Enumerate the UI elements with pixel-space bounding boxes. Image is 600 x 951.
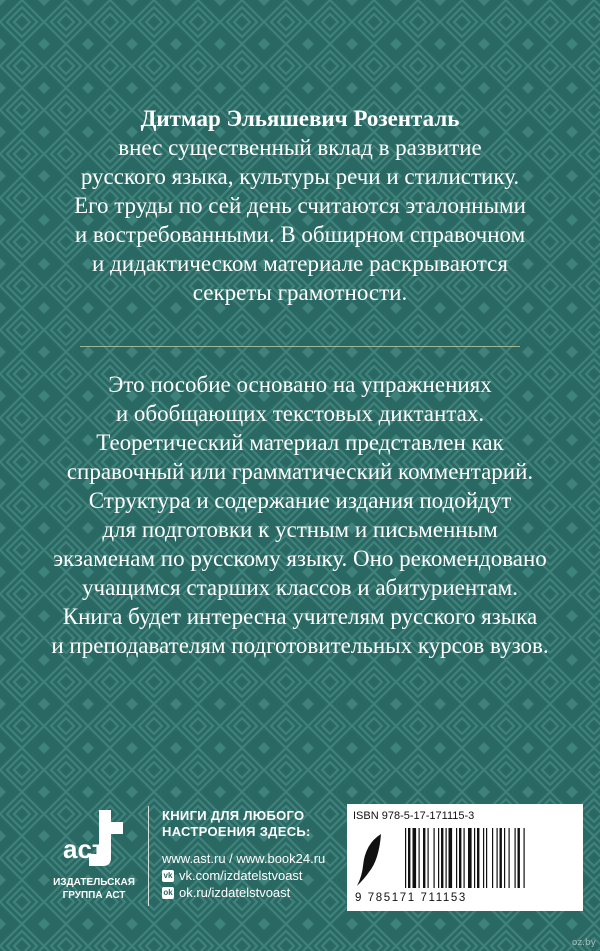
book-text-line: и обобщающих текстовых диктантах. (115, 401, 485, 426)
author-text-line: секреты грамотности. (192, 280, 408, 305)
websites-text[interactable]: www.ast.ru / www.book24.ru (162, 851, 326, 866)
barcode-bar (446, 828, 447, 888)
barcode-bar (434, 828, 435, 888)
author-text-line: и дидактическом материале раскрываются (92, 251, 508, 276)
ast-logo-text: аст (63, 834, 105, 864)
author-description (0, 104, 600, 307)
barcode-bar (524, 828, 525, 888)
ok-link[interactable] (162, 884, 325, 901)
barcode-bar (459, 828, 461, 888)
barcode-bar (483, 828, 484, 888)
vk-link[interactable] (162, 867, 325, 884)
barcode-bar (509, 828, 510, 888)
author-name: Дитмар Эльяшевич Розенталь (140, 106, 460, 131)
links-heading (162, 808, 325, 840)
ok-text[interactable]: ok.ru/izdatelstvoast (179, 885, 291, 900)
barcode-bar (419, 828, 420, 888)
publisher-logo (38, 808, 150, 902)
book-text-line: учащимся старших классов и абитуриентам. (82, 575, 518, 600)
isbn-label: ISBN 978-5-17-171115-3 (353, 810, 475, 822)
barcode-bar (449, 828, 453, 888)
barcode-bar (468, 828, 472, 888)
book-text-line: Структура и содержание издания подойдут (88, 488, 512, 513)
barcode-bar (518, 828, 520, 888)
author-text-line: Его труды по сей день считаются эталонными (74, 193, 526, 218)
publisher-name-line: ГРУППА АСТ (62, 890, 126, 901)
barcode (403, 828, 575, 890)
vk-icon: vk (163, 870, 173, 880)
barcode-bar (438, 828, 439, 888)
links-heading-line: НАСТРОЕНИЯ ЗДЕСЬ: (162, 824, 311, 839)
section-divider (80, 346, 520, 347)
author-text-line: и востребованными. В обширном справочном (74, 222, 526, 247)
book-text-line: экзаменам по русскому языку. Оно рекомендовано (53, 546, 547, 571)
publisher-links (162, 808, 325, 901)
barcode-bar (405, 828, 406, 888)
ok-icon: ok (163, 887, 173, 897)
quill-icon (355, 832, 387, 888)
footer-divider (148, 806, 149, 906)
barcode-digits: 9 785171 711153 (355, 892, 467, 904)
isbn-barcode-box (347, 804, 583, 911)
barcode-bar (464, 828, 465, 888)
barcode-bar (474, 828, 475, 888)
book-text-line: Теоретический материал представлен как (96, 430, 504, 455)
barcode-bar (500, 828, 502, 888)
barcode-bar (441, 828, 443, 888)
book-text-line: для подготовки к устным и письменным (102, 517, 498, 542)
book-text-line: и преподавателям подготовительных курсов вузов. (51, 633, 549, 658)
links-heading-line: КНИГИ ДЛЯ ЛЮБОГО (162, 808, 305, 823)
book-text-line: Это пособие основано на упражнениях (108, 372, 492, 397)
barcode-bar (492, 828, 493, 888)
barcode-bar (408, 828, 410, 888)
barcode-bar (497, 828, 498, 888)
barcode-bar (515, 828, 516, 888)
book-description (0, 370, 600, 660)
vk-text[interactable]: vk.com/izdatelstvoast (179, 868, 303, 883)
author-text-line: внес существенный вклад в развитие (118, 135, 482, 160)
book-text-line: Книга будет интересна учителям русского языка (62, 604, 538, 629)
barcode-bar (477, 828, 479, 888)
book-text-line: справочный или грамматический комментарий. (66, 459, 534, 484)
barcode-bar (413, 828, 417, 888)
barcode-bar (504, 828, 505, 888)
ast-logo-icon (59, 808, 129, 874)
barcode-bar (486, 828, 487, 888)
barcode-bar (456, 828, 457, 888)
barcode-bar (428, 828, 429, 888)
publisher-name-line: ИЗДАТЕЛЬСКАЯ (53, 877, 135, 888)
websites-link[interactable] (162, 850, 325, 867)
barcode-bar (423, 828, 425, 888)
watermark: oz.by (571, 938, 596, 948)
author-text-line: русского языка, культуры речи и стилистику. (80, 164, 520, 189)
